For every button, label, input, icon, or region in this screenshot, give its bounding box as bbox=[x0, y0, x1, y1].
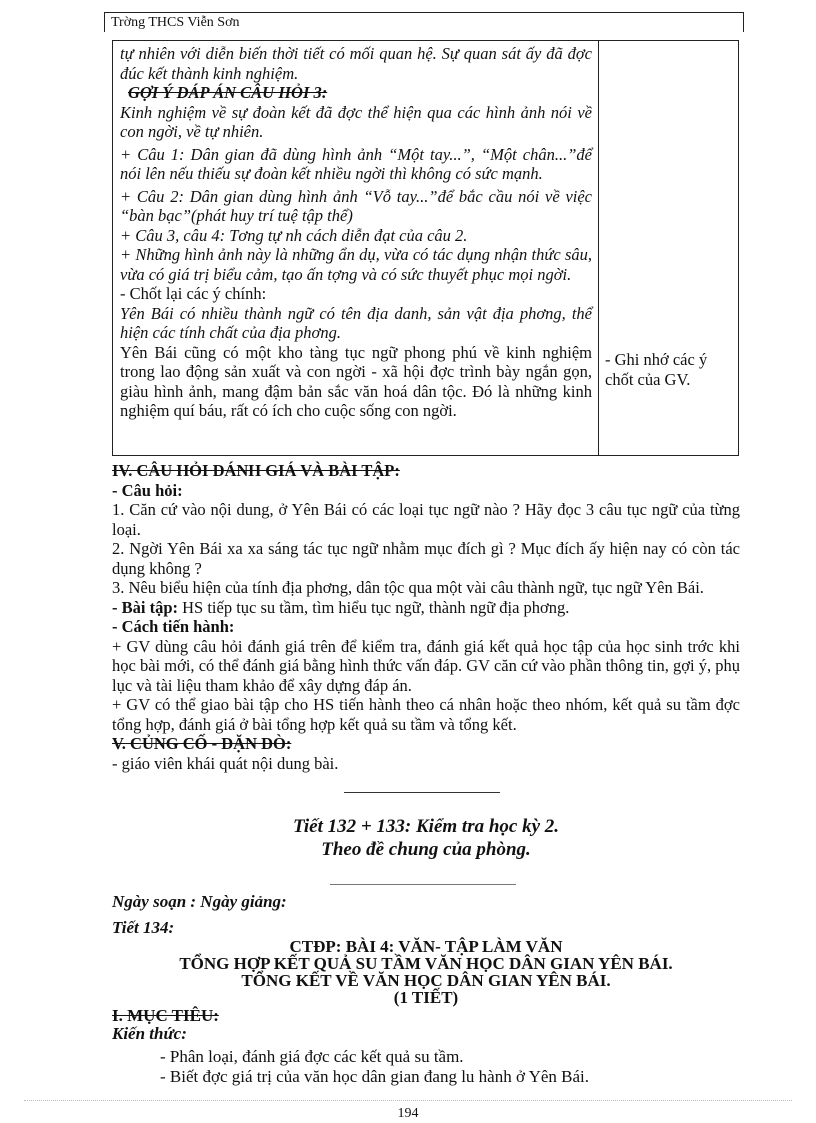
exercise-line bbox=[112, 598, 740, 618]
divider-line bbox=[344, 792, 500, 793]
method-1: + GV dùng câu hỏi đánh giá trên để kiểm tra, đánh giá kết quả học tập của học sinh trớc khi học bài mới, có thể đánh giá bằng hình thức vấn đáp. GV căn cứ vào phần thông tin, gợi ý, phụ lục và tài liệu tham khảo để xây dựng đáp án. bbox=[112, 636, 740, 695]
method-label: - Cách tiến hành: bbox=[112, 617, 235, 636]
divider-line bbox=[330, 884, 516, 885]
objectives bbox=[112, 1007, 740, 1086]
exercise-label: - Bài tập: bbox=[112, 597, 178, 617]
exercise-text: HS tiếp tục su tầm, tìm hiểu tục ngữ, thành ngữ địa phơng. bbox=[178, 597, 570, 617]
section-heading: IV. CÂU HỎI ĐÁNH GIÁ VÀ BÀI TẬP: bbox=[112, 461, 400, 480]
table-text: + Câu 3, câu 4: Tơng tự nh cách diễn đạt của câu 2. bbox=[120, 225, 468, 245]
question-2: 2. Ngời Yên Bái xa xa sáng tác tục ngữ nhằm mục đích gì ? Mục đích ấy hiện nay có còn tác dụng không ? bbox=[112, 539, 740, 578]
exam-block bbox=[112, 815, 740, 861]
school-name: Trờng THCS Viễn Sơn bbox=[111, 15, 240, 30]
section-heading: V. CỦNG CỐ - DẶN DÒ: bbox=[112, 734, 292, 753]
knowledge-label: Kiến thức: bbox=[112, 1024, 187, 1043]
section-4 bbox=[112, 461, 740, 773]
objectives-heading: I. MỤC TIÊU: bbox=[112, 1006, 219, 1025]
question-3: 3. Nêu biểu hiện của tính địa phơng, dân tộc qua một vài câu thành ngữ, tục ngữ Yên Bái. bbox=[112, 578, 704, 597]
table-text: - Chốt lại các ý chính: bbox=[120, 284, 267, 303]
knowledge-item: - Biết đợc giá trị của văn học dân gian đang lu hành ở Yên Bái. bbox=[160, 1067, 590, 1086]
table-left-cell bbox=[120, 44, 592, 421]
table-text: Kinh nghiệm về sự đoàn kết đã đợc thể hiện qua các hình ảnh nói về con ngời, về tự nhiên. bbox=[120, 102, 592, 141]
section-5-text: - giáo viên khái quát nội dung bài. bbox=[112, 753, 339, 773]
table-text: Yên Bái có nhiều thành ngữ có tên địa danh, sản vật địa phơng, thể hiện các tính chất của địa phơng. bbox=[120, 303, 592, 342]
footer-line bbox=[24, 1100, 792, 1101]
lesson-title-line: TỔNG KẾT VỀ VĂN HỌC DÂN GIAN YÊN BÁI. bbox=[241, 971, 611, 990]
table-text: + Những hình ảnh này là những ẩn dụ, vừa có tác dụng nhận thức sâu, vừa có giá trị biểu cảm, tạo ấn tợng và có sức thuyết phục mọi ngời. bbox=[120, 245, 592, 284]
page-number: 194 bbox=[397, 1106, 419, 1121]
answer-hint-heading: GỢI Ý ĐÁP ÁN CÂU HỎI 3: bbox=[128, 83, 328, 102]
table-text: + Câu 1: Dân gian đã dùng hình ảnh “Một tay...”, “Một chân...”để nói lên nếu thiếu sự đoàn kết nhiều ngời thì không có sức mạnh. bbox=[120, 144, 592, 183]
exam-title: Tiết 132 + 133: Kiểm tra học kỳ 2. bbox=[292, 816, 560, 837]
table-right-cell: - Ghi nhớ các ý chốt của GV. bbox=[605, 350, 708, 389]
lesson-title-line: (1 TIẾT) bbox=[393, 988, 459, 1007]
lesson-title-line: TỔNG HỢP KẾT QUẢ SU TẦM VĂN HỌC DÂN GIAN YÊN BÁI. bbox=[179, 954, 673, 973]
table-text: Yên Bái cũng có một kho tàng tục ngữ phong phú về kinh nghiệm trong lao động sản xuất và con ngời - xã hội đợc trình bày ngắn gọn, giàu hình ảnh, mang đậm bản sắc văn hoá dân tộc. Đó là những kinh nghiệm quí báu, rất có ích cho cuộc sống con ngời. bbox=[120, 342, 592, 420]
lesson-period: Tiết 134: bbox=[112, 918, 175, 937]
questions-label: - Câu hỏi: bbox=[112, 480, 183, 500]
method-2: + GV có thể giao bài tập cho HS tiến hành theo cá nhân hoặc theo nhóm, kết quả su tầm đợc tổng hợp, đánh giá ở bài tổng hợp kết quả su tầm và tổng kết. bbox=[112, 695, 740, 734]
table-text: + Câu 2: Dân gian dùng hình ảnh “Vỗ tay...”để bắc cầu nói về việc “bàn bạc”(phát huy trí tuệ tập thể) bbox=[120, 186, 592, 225]
lesson-dates: Ngày soạn : Ngày giảng: bbox=[112, 892, 287, 911]
table-column-divider bbox=[598, 40, 599, 456]
exam-subtitle: Theo đề chung của phòng. bbox=[321, 839, 531, 860]
lesson-title bbox=[112, 938, 740, 1006]
page-header bbox=[104, 12, 744, 32]
knowledge-item: - Phân loại, đánh giá đợc các kết quả su tầm. bbox=[160, 1047, 464, 1066]
lesson-title-line: CTĐP: BÀI 4: VĂN- TẬP LÀM VĂN bbox=[289, 937, 563, 956]
question-1: 1. Căn cứ vào nội dung, ở Yên Bái có các loại tục ngữ nào ? Hãy đọc 3 câu tục ngữ của từng loại. bbox=[112, 500, 740, 539]
table-text: tự nhiên với diễn biến thời tiết có mối quan hệ. Sự quan sát ấy đã đợc đúc kết thành kinh nghiệm. bbox=[120, 44, 592, 83]
